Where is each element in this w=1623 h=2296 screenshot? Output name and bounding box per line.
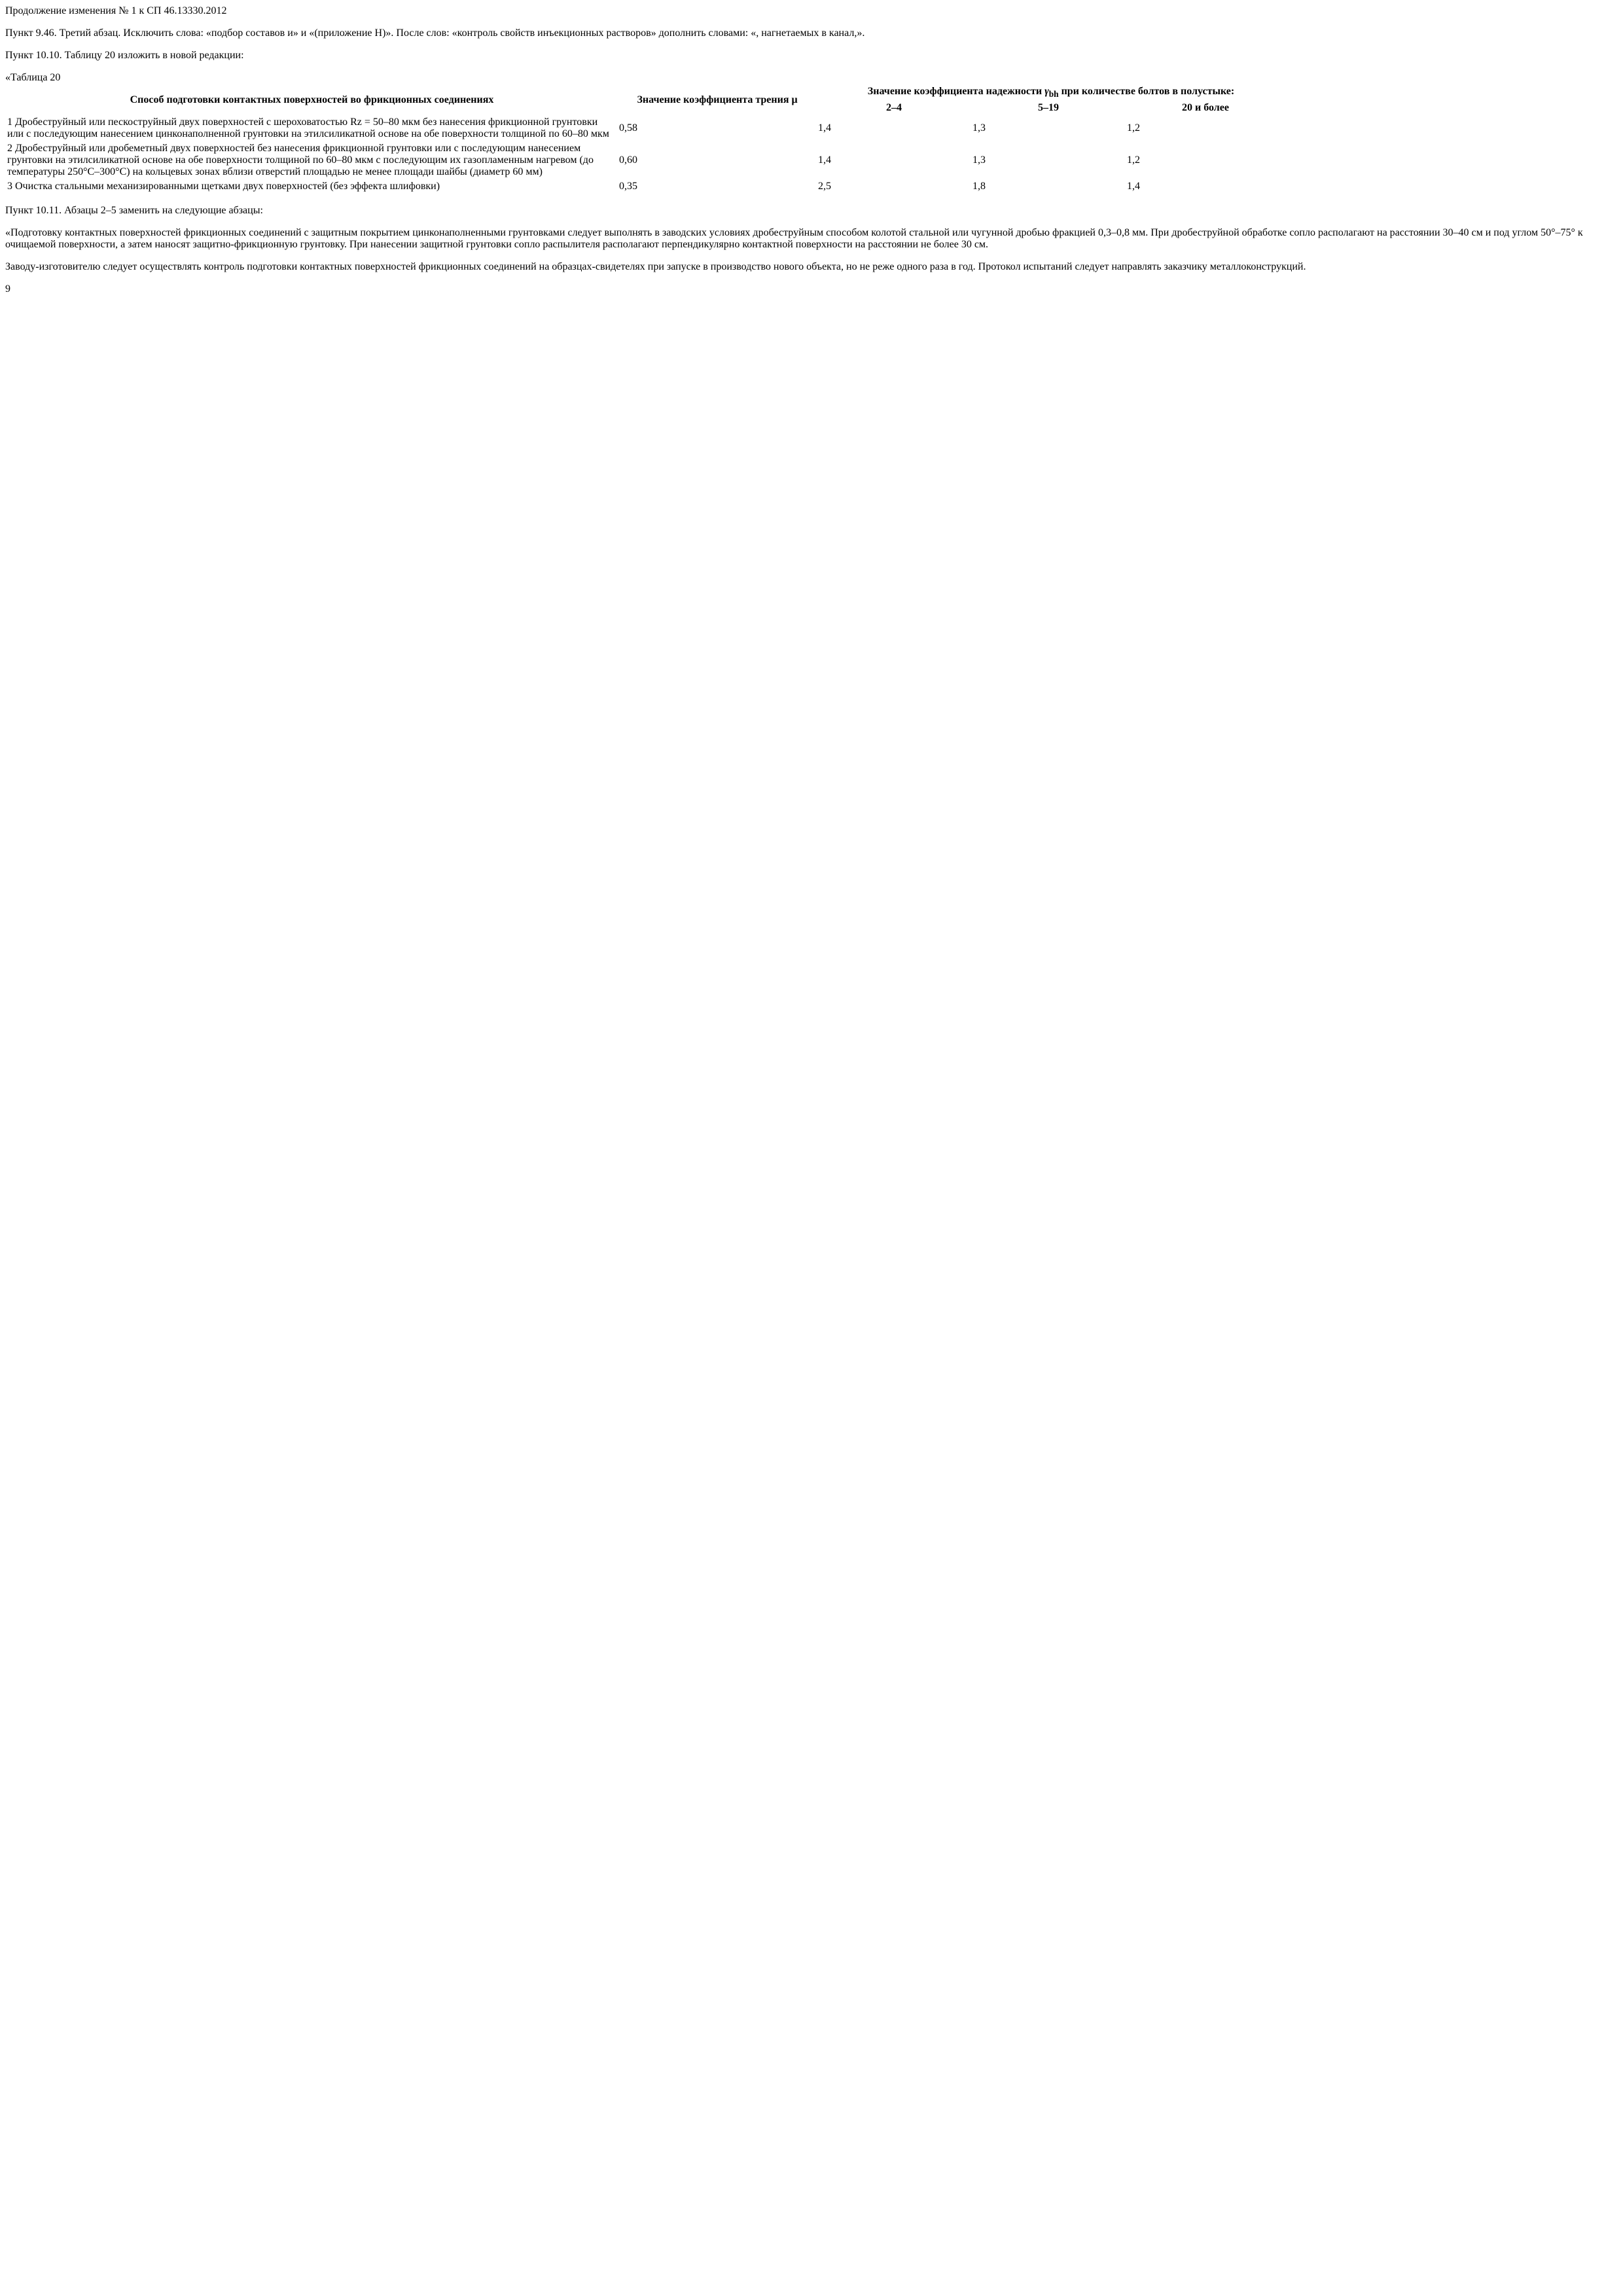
paragraph-10-11: Пункт 10.11. Абзацы 2–5 заменить на следующие абзацы: xyxy=(5,205,263,217)
header-bolts-20-plus: 20 и более xyxy=(1182,102,1229,114)
friction-value-cell: 0,58 xyxy=(619,122,637,134)
paragraph-9-46: Пункт 9.46. Третий абзац. Исключить слова: «подбор составов и» и «(приложение Н)». После слов: «контроль свойств инъекционных растворов» дополнить словами: «, нагнетаемых в канал,». xyxy=(5,27,865,39)
paragraph-10-10: Пункт 10.10. Таблицу 20 изложить в новой редакции: xyxy=(5,50,244,61)
friction-value-cell: 0,60 xyxy=(619,154,637,166)
method-cell: 1 Дробеструйный или пескоструйный двух поверхностей с шероховатостью Rz = 50–80 мкм без нанесения фрикционной грунтовки или с последующим нанесением цинконаполненной грунтовки на этилсиликатной основе на обе поверхности толщиной по 60–80 мкм xyxy=(7,117,609,140)
table-row xyxy=(7,180,1285,193)
friction-value-cell: 0,35 xyxy=(619,181,637,192)
table-row xyxy=(7,142,1285,179)
header-bolts-5-19: 5–19 xyxy=(1038,102,1059,114)
reliability-5-19-cell: 1,8 xyxy=(972,181,986,192)
header-reliability-text-pre: Значение коэффициента надежности xyxy=(867,86,1045,97)
reliability-20-plus-cell: 1,2 xyxy=(1127,122,1140,134)
header-friction-coefficient: Значение коэффициента трения μ xyxy=(637,94,798,105)
header-reliability-coefficient xyxy=(817,85,1285,100)
header-method: Способ подготовки контактных поверхностей во фрикционных соединениях xyxy=(130,94,494,105)
reliability-20-plus-cell: 1,4 xyxy=(1127,181,1140,192)
paragraph-quote-2: Заводу-изготовителю следует осуществлять контроль подготовки контактных поверхностей фрикционных соединений на образцах-свидетелях при запуске в производство нового объекта, но не реже одного раза в год. Протокол испытаний следует направлять заказчику металлоконструкций. xyxy=(5,261,1306,273)
table-row xyxy=(7,116,1285,141)
reliability-20-plus-cell: 1,2 xyxy=(1127,154,1140,166)
reliability-5-19-cell: 1,3 xyxy=(972,122,986,134)
header-reliability-text-post: при количестве болтов в полустыке: xyxy=(1058,86,1235,97)
document-page xyxy=(5,5,1618,295)
table-20 xyxy=(5,84,1286,194)
reliability-5-19-cell: 1,3 xyxy=(972,154,986,166)
method-cell: 2 Дробеструйный или дробеметный двух поверхностей без нанесения фрикционной грунтовки или с последующим нанесением грунтовки на этилсиликатной основе на обе поверхности толщиной по 60–80 мкм с последующим их газопламенным нагревом (до температуры 250°С–300°С) на кольцевых зонах вблизи отверстий площадью не менее площади шайбы (диаметр 60 мм) xyxy=(7,143,594,178)
reliability-2-4-cell: 1,4 xyxy=(818,122,831,134)
page-number: 9 xyxy=(5,283,10,295)
page-header: Продолжение изменения № 1 к СП 46.13330.2012 xyxy=(5,5,227,16)
reliability-2-4-cell: 2,5 xyxy=(818,181,831,192)
table-caption: «Таблица 20 xyxy=(5,72,61,83)
gamma-subscript: bh xyxy=(1048,89,1059,99)
paragraph-quote-1: «Подготовку контактных поверхностей фрикционных соединений с защитным покрытием цинконаполненными грунтовками следует выполнять в заводских условиях дробеструйным способом колотой стальной или чугунной дробью фракцией 0,3–0,8 мм. При дробеструйной обработке сопло располагают на расстоянии 30–40 см и под углом 50°–75° к очищаемой поверхности, а затем наносят защитно-фрикционную грунтовку. При нанесении защитной грунтовки сопло распылителя располагают перпендикулярно контактной поверхности на расстоянии не более 30 см. xyxy=(5,227,1583,251)
method-cell: 3 Очистка стальными механизированными щетками двух поверхностей (без эффекта шлифовки) xyxy=(7,181,440,192)
gamma-symbol: γ xyxy=(1044,86,1049,97)
reliability-2-4-cell: 1,4 xyxy=(818,154,831,166)
header-bolts-2-4: 2–4 xyxy=(886,102,902,114)
